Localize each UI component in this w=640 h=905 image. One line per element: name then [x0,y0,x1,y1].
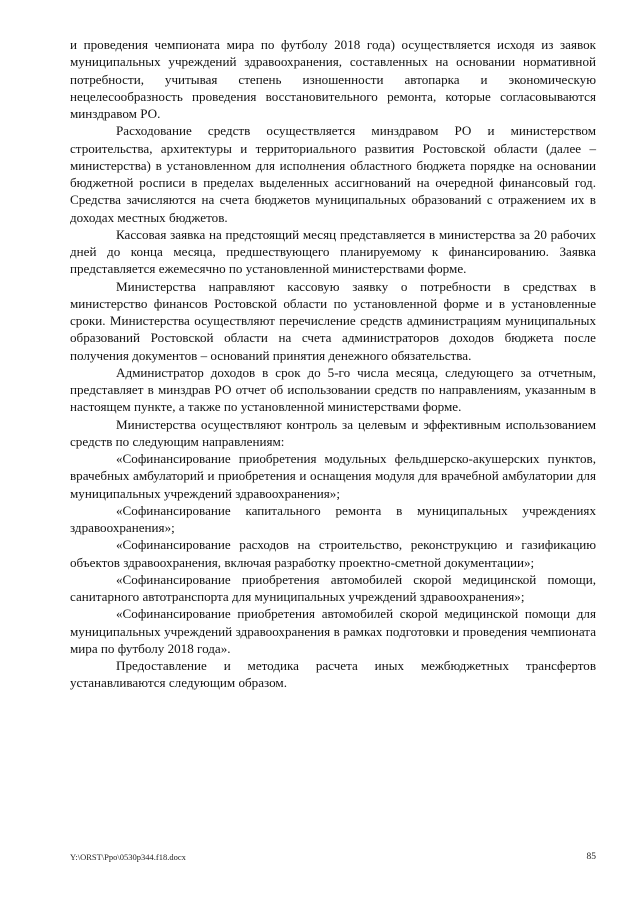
paragraph: «Софинансирование приобретения автомобилей скорой медицинской помощи, санитарного автотранспорта для муниципальных учреждений здравоохранения»; [70,571,596,604]
page-number: 85 [586,852,596,862]
paragraph: Министерства осуществляют контроль за целевым и эффективным использованием средств по следующим направлениям: [70,416,596,449]
paragraph: «Софинансирование капитального ремонта в муниципальных учреждениях здравоохранения»; [70,502,596,535]
paragraph: Министерства направляют кассовую заявку о потребности в средствах в министерство финансов Ростовской области по установленной форме и в установленные сроки. Министерства осуществляют перечисление средств администрациям муниципальных образований Ростовской области на счета администраторов доходов бюджета после получения документов – оснований принятия денежного обязательства. [70,278,596,363]
paragraph: Администратор доходов в срок до 5-го числа месяца, следующего за отчетным, представляет в минздрав РО отчет об использовании средств по направлениям, указанным в настоящем пункте, а также по установленной министерствами форме. [70,364,596,415]
paragraph: Расходование средств осуществляется минздравом РО и министерством строительства, архитектуры и территориального развития Ростовской области (далее – министерства) в установленном для исполнения областного бюджета порядке на основании бюджетной росписи в пределах выделенных ассигнований на очередной финансовый год. Средства зачисляются на счета бюджетов муниципальных образований с отражением их в доходах местных бюджетов. [70,123,596,225]
paragraph: Предоставление и методика расчета иных межбюджетных трансфертов устанавливаются следующим образом. [70,658,596,691]
document-body [70,36,596,692]
paragraph: «Софинансирование приобретения модульных фельдшерско-акушерских пунктов, врачебных амбулаторий и приобретения и оснащения модуля для врачебной амбулатории для муниципальных учреждений здравоохранения»; [70,451,596,501]
paragraph: «Софинансирование расходов на строительство, реконструкцию и газификацию объектов здравоохранения, включая разработку проектно-сметной документации»; [70,537,596,570]
paragraph: Кассовая заявка на предстоящий месяц представляется в министерства за 20 рабочих дней до конца месяца, предшествующего планируемому к финансированию. Заявка представляется ежемесячно по установленной министерствами форме. [70,226,596,277]
paragraph: «Софинансирование приобретения автомобилей скорой медицинской помощи для муниципальных учреждений здравоохранения в рамках подготовки и проведения чемпионата мира по футболу 2018 года». [70,606,596,656]
file-path: Y:\ORST\Ppo\0530p344.f18.docx [70,852,186,862]
paragraph: и проведения чемпионата мира по футболу 2018 года) осуществляется исходя из заявок муниципальных учреждений здравоохранения, составленных на основании нормативной потребности, учитывая степень изношенности автопарка и экономическую нецелесообразность проведения восстановительного ремонта, которые согласовываются минздравом РО. [70,37,596,121]
